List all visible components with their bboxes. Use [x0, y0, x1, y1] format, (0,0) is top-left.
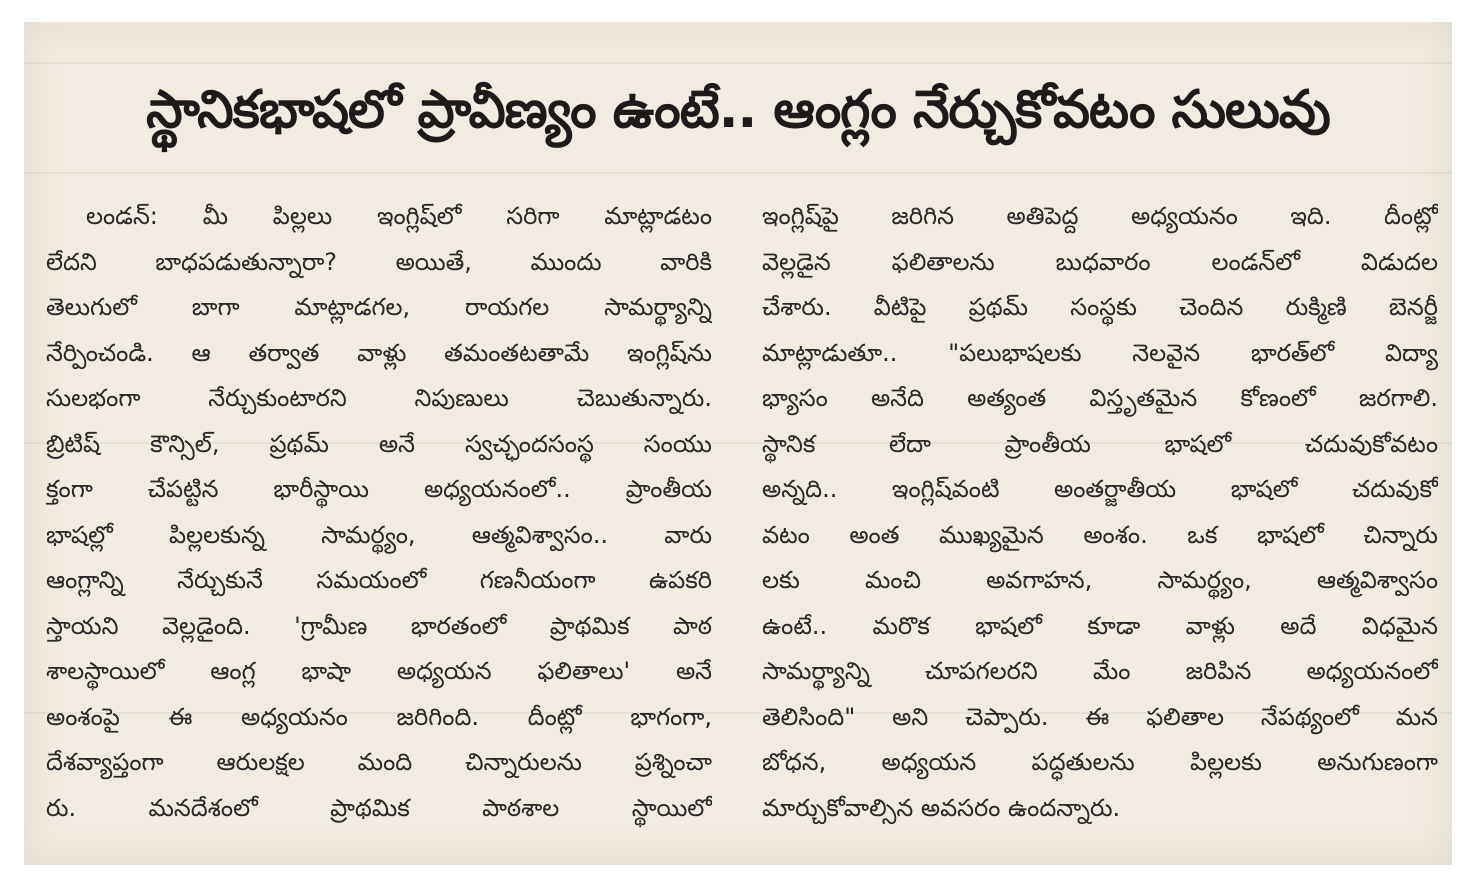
newspaper-clipping	[24, 22, 1452, 865]
text-line: లకు మంచి అవగాహన, సామర్థ్యం, ఆత్మవిశ్వాసం	[762, 566, 1438, 594]
text-line: ఉంటే.. మరొక భాషలో కూడా వాళ్లు అదే విధమైన	[762, 611, 1438, 640]
text-line: లేదని బాధపడుతున్నారా? అయితే, ముందు వారికి	[46, 247, 712, 276]
text-line: దేశవ్యాప్తంగా ఆరులక్షల మంది చిన్నారులను ప్రశ్నించా	[46, 748, 712, 776]
text-line: బోధన, అధ్యయన పద్ధతులను పిల్లలకు అనుగుణంగా	[762, 748, 1438, 776]
text-line: మార్చుకోవాల్సిన అవసరం ఉందన్నారు.	[762, 793, 1121, 822]
article-headline: స్థానికభాషలో ప్రావీణ్యం ఉంటే.. ఆంగ్లం నేర్చుకోవటం సులువు	[146, 80, 1330, 140]
article-column-left	[46, 194, 712, 831]
text-line: నేర్పించండి. ఆ తర్వాత వాళ్లు తమంతటతామే ఇంగ్లిష్‌ను	[46, 338, 712, 367]
article-column-right	[762, 194, 1438, 831]
bleed-through-line	[24, 62, 1452, 64]
text-line: లండన్: మీ పిల్లలు ఇంగ్లిష్‌లో సరిగా మాట్లాడటం	[86, 202, 712, 230]
text-line: సులభంగా నేర్చుకుంటారని నిపుణులు చెబుతున్నారు.	[46, 384, 712, 412]
text-line: వటం అంత ముఖ్యమైన అంశం. ఒక భాషలో చిన్నారు	[762, 520, 1438, 549]
text-line: స్థానిక లేదా ప్రాంతీయ భాషలో చదువుకోవటం	[762, 429, 1438, 458]
text-line: ఇంగ్లిష్‌పై జరిగిన అతిపెద్ద అధ్యయనం ఇది. దీంట్లో	[762, 202, 1438, 230]
text-line: స్తాయని వెల్లడైంది. 'గ్రామీణ భారతంలో ప్రాథమిక పాఠ	[46, 611, 712, 640]
text-line: మాట్లాడుతూ.. "పలుభాషలకు నెలవైన భారత్‌లో విద్యా	[762, 338, 1438, 367]
text-line: రు. మనదేశంలో ప్రాథమిక పాఠశాల స్థాయిలో	[46, 793, 712, 822]
text-line: భ్యాసం అనేది అత్యంత విస్తృతమైన కోణంలో జరగాలి.	[762, 384, 1438, 412]
text-line: తెలిసింది" అని చెప్పారు. ఈ ఫలితాల నేపథ్యంలో మన	[762, 702, 1438, 731]
bleed-through-line	[24, 172, 1452, 174]
text-line: బ్రిటిష్ కౌన్సిల్, ప్రథమ్ అనే స్వచ్ఛందసంస్థ సంయు	[46, 429, 712, 458]
text-line: అంశంపై ఈ అధ్యయనం జరిగింది. దీంట్లో భాగంగా,	[46, 702, 712, 731]
text-line: క్తంగా చేపట్టిన భారీస్థాయి అధ్యయనంలో.. ప్రాంతీయ	[46, 475, 712, 503]
text-line: అన్నది.. ఇంగ్లిష్‌వంటి అంతర్జాతీయ భాషలో చదువుకో	[762, 475, 1438, 503]
text-line: వెల్లడైన ఫలితాలను బుధవారం లండన్‌లో విడుదల	[762, 247, 1438, 276]
text-line: చేశారు. వీటిపై ప్రథమ్ సంస్థకు చెందిన రుక్మిణి బెనర్జీ	[762, 293, 1438, 321]
text-line: సామర్థ్యాన్ని చూపగలరని మేం జరిపిన అధ్యయనంలో	[762, 657, 1438, 685]
text-line: ఆంగ్లాన్ని నేర్చుకునే సమయంలో గణనీయంగా ఉపకరి	[46, 566, 712, 594]
text-line: శాలస్థాయిలో ఆంగ్ల భాషా అధ్యయన ఫలితాలు' అనే	[46, 657, 712, 685]
text-line: తెలుగులో బాగా మాట్లాడగల, రాయగల సామర్థ్యాన్ని	[46, 293, 712, 321]
text-line: భాషల్లో పిల్లలకున్న సామర్థ్యం, ఆత్మవిశ్వాసం.. వారు	[46, 520, 712, 549]
